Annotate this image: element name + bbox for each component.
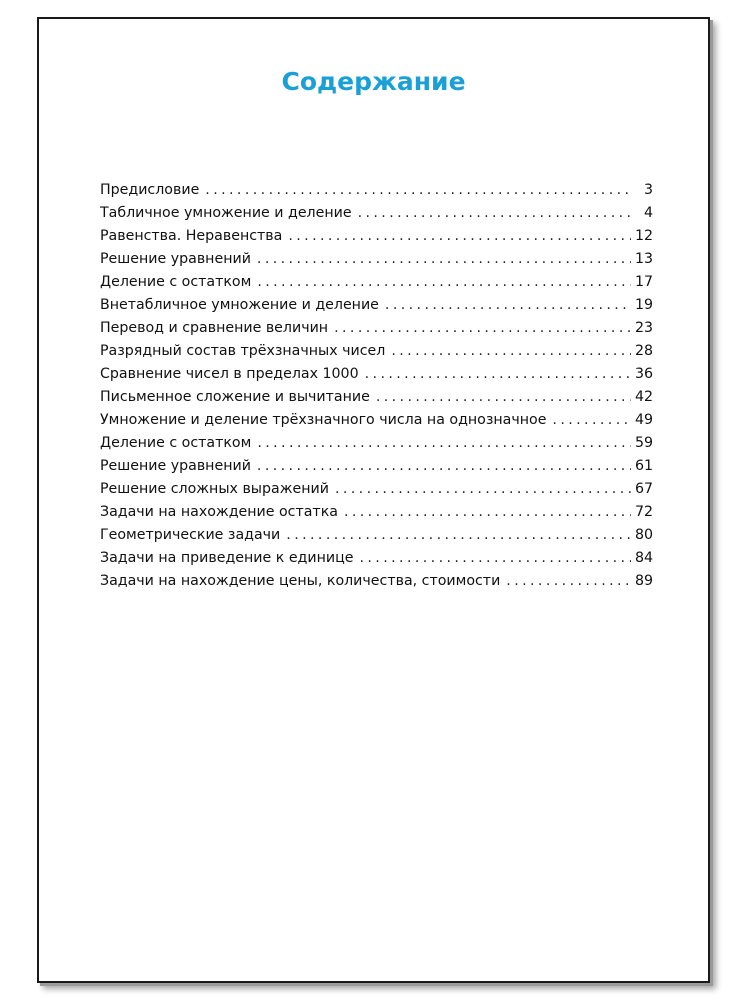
dot-leader [334,317,631,340]
toc-entry-title: Разрядный состав трёхзначных чисел [100,343,386,359]
toc-entry [100,317,653,340]
toc-entry [100,570,653,593]
toc-entry-page-number: 28 [634,343,653,359]
toc-entry-page-number: 72 [634,504,653,520]
toc-entry-page-number: 84 [634,550,653,566]
toc-entry-title: Решение уравнений [100,458,251,474]
toc-entry [100,179,653,202]
toc-entry-title: Геометрические задачи [100,527,281,543]
dot-leader [376,386,631,409]
toc-entry-title: Задачи на нахождение остатка [100,504,338,520]
dot-leader [358,202,631,225]
dot-leader [257,455,631,478]
toc-entry [100,524,653,547]
dot-leader [385,294,631,317]
toc-entry-page-number: 59 [634,435,653,451]
toc-entry-title: Решение сложных выражений [100,481,329,497]
toc-entry [100,363,653,386]
dot-leader [335,478,631,501]
toc-entry-page-number: 19 [634,297,653,313]
toc-entry [100,340,653,363]
toc-entry-page-number: 36 [634,366,653,382]
dot-leader [205,179,631,202]
toc-entry-title: Умножение и деление трёхзначного числа на однозначное [100,412,547,428]
toc-entry-page-number: 67 [634,481,653,497]
toc-entry-title: Задачи на приведение к единице [100,550,354,566]
toc-entry-title: Деление с остатком [100,274,252,290]
toc-entry-title: Предисловие [100,182,200,198]
toc-entry [100,455,653,478]
dot-leader [365,363,631,386]
toc-entry [100,547,653,570]
toc-entry-page-number: 61 [634,458,653,474]
dot-leader [288,225,631,248]
toc-entry [100,248,653,271]
toc-entry-page-number: 89 [634,573,653,589]
toc-entry [100,501,653,524]
toc-entry [100,478,653,501]
toc-entry-title: Письменное сложение и вычитание [100,389,370,405]
toc-entry [100,432,653,455]
toc-entry-title: Табличное умножение и деление [100,205,352,221]
toc-entry-page-number: 4 [643,205,653,221]
toc-entry-title: Сравнение чисел в пределах 1000 [100,366,359,382]
dot-leader [344,501,631,524]
toc-entry-title: Деление с остатком [100,435,252,451]
toc-entry [100,294,653,317]
toc-entry-page-number: 49 [634,412,653,428]
document-page [37,17,710,983]
toc-entry-page-number: 80 [634,527,653,543]
dot-leader [552,409,631,432]
toc-entry-page-number: 13 [634,251,653,267]
table-of-contents [100,179,653,593]
toc-entry-title: Внетабличное умножение и деление [100,297,379,313]
dot-leader [257,432,631,455]
dot-leader [359,547,630,570]
dot-leader [391,340,631,363]
toc-entry-page-number: 17 [634,274,653,290]
toc-entry [100,386,653,409]
page-title: Содержание [281,67,466,96]
toc-entry-page-number: 42 [634,389,653,405]
toc-entry-title: Перевод и сравнение величин [100,320,329,336]
toc-entry-page-number: 23 [634,320,653,336]
toc-entry-title: Задачи на нахождение цены, количества, стоимости [100,573,501,589]
dot-leader [506,570,631,593]
dot-leader [286,524,631,547]
toc-entry [100,225,653,248]
toc-entry-page-number: 12 [634,228,653,244]
dot-leader [257,248,631,271]
toc-entry-title: Решение уравнений [100,251,251,267]
toc-entry [100,409,653,432]
toc-entry-page-number: 3 [643,182,653,198]
dot-leader [257,271,631,294]
toc-entry-title: Равенства. Неравенства [100,228,283,244]
toc-entry [100,202,653,225]
toc-entry [100,271,653,294]
